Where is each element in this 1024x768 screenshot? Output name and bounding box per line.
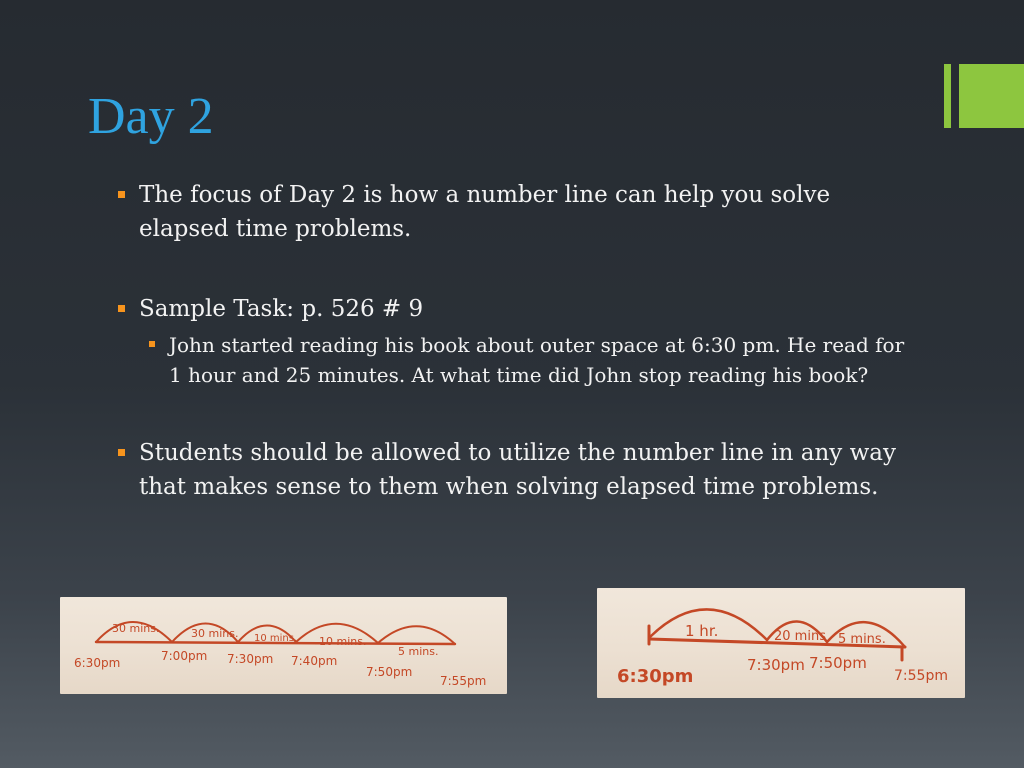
accent-bar-thick <box>959 64 1024 128</box>
bullet-marker-icon <box>118 305 125 312</box>
accent-bar-thin <box>944 64 951 128</box>
time-label: 6:30pm <box>74 656 121 670</box>
time-label: 7:50pm <box>809 654 867 672</box>
time-label: 6:30pm <box>617 666 694 687</box>
hop-label: 1 hr. <box>685 622 719 640</box>
time-label: 7:30pm <box>227 652 274 666</box>
time-label: 7:50pm <box>366 665 413 679</box>
slide-title: Day 2 <box>88 88 214 145</box>
time-label: 7:30pm <box>747 656 805 674</box>
time-label: 7:55pm <box>440 674 487 688</box>
sub-bullet-problem <box>149 330 918 390</box>
hop-label: 10 mins. <box>319 635 367 648</box>
time-label: 7:00pm <box>161 649 208 663</box>
bullet-marker-icon <box>118 191 125 198</box>
hop-label: 30 mins. <box>191 627 239 640</box>
hop-label: 20 mins <box>774 629 826 644</box>
hop-label: 5 mins. <box>838 632 886 647</box>
hop-label: 10 mins. <box>254 633 298 644</box>
time-label: 7:40pm <box>291 654 338 668</box>
time-label: 7:55pm <box>894 668 948 684</box>
hop-label: 5 mins. <box>398 645 439 658</box>
number-line-photo-left <box>60 597 507 694</box>
bullet-marker-icon <box>118 449 125 456</box>
sub-bullet-marker-icon <box>149 341 155 347</box>
number-line-drawing-right <box>597 588 965 698</box>
sub-bullet-text: John started reading his book about outer space at 6:30 pm. He read for 1 hour and 25 minutes. At what time did John stop reading his book? <box>169 333 905 387</box>
hop-arc <box>378 626 455 644</box>
hop-label: 30 mins. <box>112 622 160 635</box>
number-line-photo-right <box>597 588 965 698</box>
bullet-text: Students should be allowed to utilize the number line in any way that makes sense to them when solving elapsed time problems. <box>139 440 897 500</box>
number-line-drawing-left <box>60 597 507 694</box>
bullet-text: The focus of Day 2 is how a number line can help you solve elapsed time problems. <box>139 182 831 242</box>
bullet-text: Sample Task: p. 526 # 9 <box>139 296 424 322</box>
bullet-students <box>118 436 918 504</box>
bullet-sample-task <box>118 292 918 326</box>
bullet-focus <box>118 178 918 246</box>
bullet-list <box>118 178 918 504</box>
